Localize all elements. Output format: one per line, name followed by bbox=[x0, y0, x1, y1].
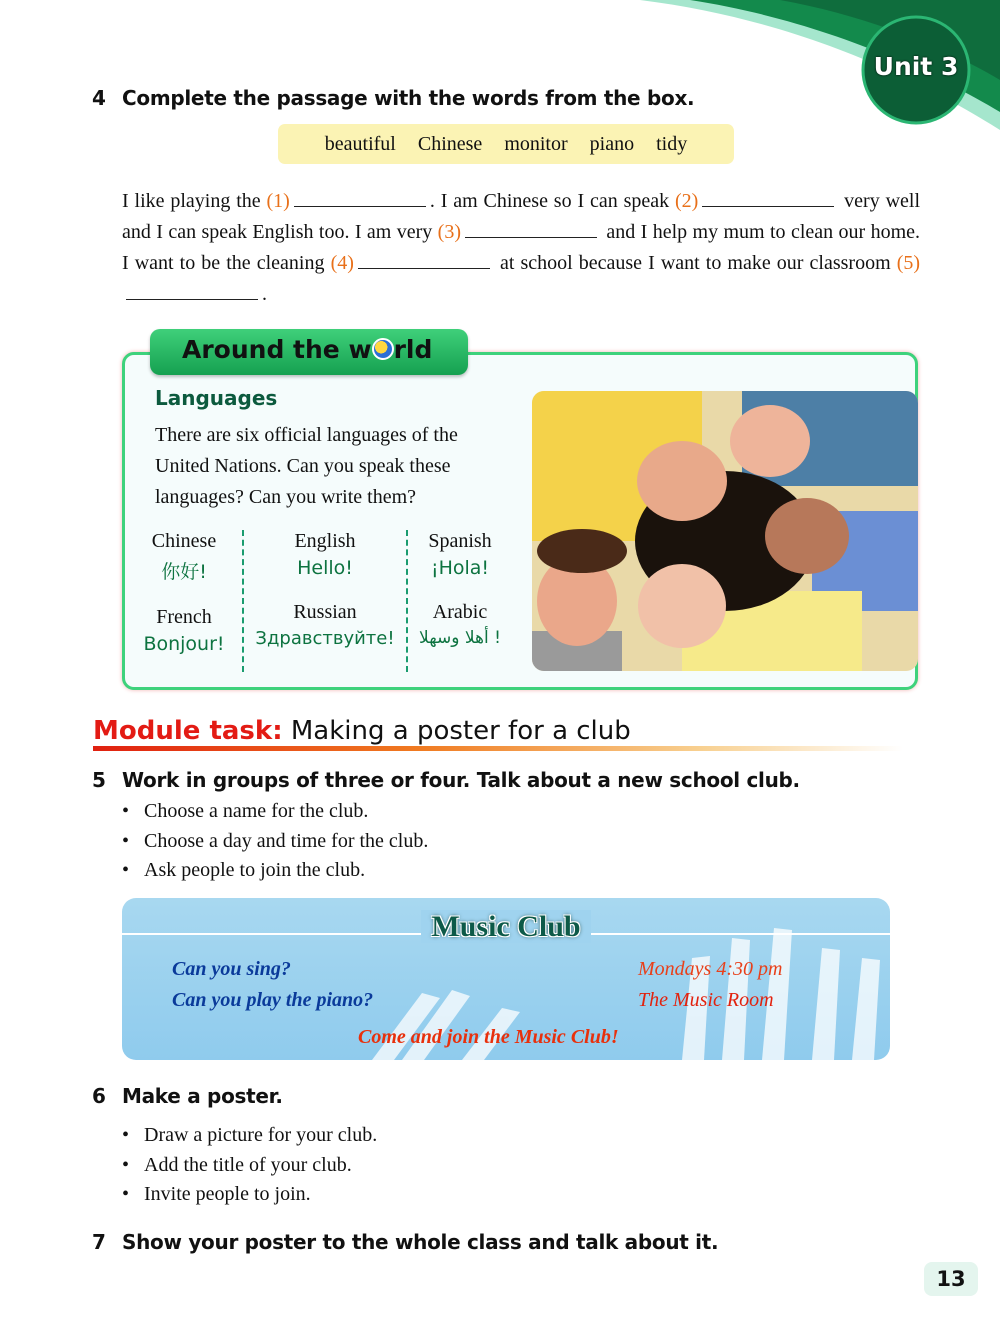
language-greeting: ¡Hola! bbox=[430, 557, 490, 579]
exercise-instruction: Complete the passage with the words from the box. bbox=[122, 86, 695, 110]
language-column bbox=[408, 530, 512, 672]
module-task-heading bbox=[93, 716, 631, 746]
language-column bbox=[244, 530, 406, 672]
language-item bbox=[126, 606, 242, 655]
exercise-7-heading bbox=[92, 1230, 718, 1254]
module-task-title: Making a poster for a club bbox=[290, 716, 631, 746]
poster-invite: Come and join the Music Club! bbox=[358, 1026, 619, 1048]
bullet-item: • Invite people to join. bbox=[122, 1180, 377, 1210]
poster-time: Mondays 4:30 pm bbox=[638, 958, 783, 980]
unit-badge: Unit 3 bbox=[873, 52, 959, 81]
language-name: French bbox=[156, 606, 212, 628]
poster-title bbox=[122, 910, 890, 944]
language-name: Arabic bbox=[432, 601, 488, 623]
language-column bbox=[126, 530, 242, 672]
word-box-item: monitor bbox=[504, 132, 568, 155]
word-box-item: beautiful bbox=[324, 132, 396, 155]
blank-1[interactable] bbox=[294, 189, 426, 207]
title-part: rld bbox=[393, 335, 433, 364]
language-greeting: Hello! bbox=[297, 557, 353, 579]
blank-number: (5) bbox=[896, 252, 921, 274]
passage-text: very well and I can speak English too. I am very bbox=[122, 190, 921, 243]
title-part: Around the w bbox=[182, 335, 372, 364]
blank-number: (2) bbox=[674, 190, 699, 212]
word-box-item: piano bbox=[589, 132, 635, 155]
blank-number: (3) bbox=[437, 221, 461, 243]
module-task-label: Module task: bbox=[93, 716, 283, 746]
exercise-5-bullets bbox=[122, 797, 428, 886]
language-name: English bbox=[294, 530, 356, 552]
page-number: 13 bbox=[924, 1262, 978, 1296]
around-the-world-title bbox=[182, 335, 432, 364]
passage-text: at school because I want to make our classroom bbox=[499, 252, 891, 274]
languages-subtitle: Languages bbox=[155, 386, 278, 410]
language-item bbox=[126, 530, 242, 584]
passage bbox=[122, 186, 920, 310]
word-box bbox=[278, 124, 734, 164]
language-item bbox=[244, 530, 406, 579]
blank-5[interactable] bbox=[126, 282, 258, 300]
exercise-number: 5 bbox=[92, 768, 106, 792]
language-name: Chinese bbox=[151, 530, 217, 552]
exercise-number: 4 bbox=[92, 86, 106, 110]
blank-2[interactable] bbox=[702, 189, 834, 207]
language-item bbox=[244, 601, 406, 649]
bullet-item: • Ask people to join the club. bbox=[122, 856, 428, 886]
exercise-instruction: Make a poster. bbox=[122, 1084, 283, 1108]
exercise-instruction: Work in groups of three or four. Talk about a new school club. bbox=[122, 768, 800, 792]
poster-question-1: Can you sing? bbox=[172, 958, 291, 980]
languages-grid bbox=[126, 530, 512, 672]
exercise-number: 7 bbox=[92, 1230, 106, 1254]
bullet-item: • Add the title of your club. bbox=[122, 1151, 377, 1181]
exercise-6-heading bbox=[92, 1084, 283, 1108]
word-box-item: Chinese bbox=[417, 132, 483, 155]
friends-photo-illustration bbox=[532, 391, 918, 671]
language-name: Russian bbox=[293, 601, 357, 623]
blank-4[interactable] bbox=[358, 251, 490, 269]
passage-text: . I am Chinese so I can speak bbox=[429, 190, 670, 212]
globe-icon bbox=[372, 338, 394, 360]
exercise-5-heading bbox=[92, 768, 800, 792]
blank-number: (4) bbox=[330, 252, 354, 274]
language-item bbox=[408, 601, 512, 648]
language-name: Spanish bbox=[428, 530, 492, 552]
language-greeting: 你好! bbox=[161, 561, 207, 583]
exercise-4-heading bbox=[92, 86, 694, 110]
language-greeting: Bonjour! bbox=[143, 633, 225, 655]
music-club-poster bbox=[122, 898, 890, 1060]
languages-text: There are six official languages of the United Nations. Can you speak these languages? Can you write them? bbox=[155, 424, 458, 508]
bullet-item: • Draw a picture for your club. bbox=[122, 1121, 377, 1151]
poster-place: The Music Room bbox=[638, 989, 774, 1011]
friends-photo bbox=[532, 391, 918, 671]
passage-text: . bbox=[262, 283, 267, 305]
poster-title-text: Music Club bbox=[421, 910, 590, 943]
module-task-underline bbox=[93, 746, 903, 751]
bullet-item: • Choose a name for the club. bbox=[122, 797, 428, 827]
bullet-item: • Choose a day and time for the club. bbox=[122, 827, 428, 857]
language-greeting: Здравствуйте! bbox=[255, 628, 395, 649]
exercise-instruction: Show your poster to the whole class and talk about it. bbox=[122, 1230, 719, 1254]
blank-3[interactable] bbox=[465, 220, 597, 238]
language-item bbox=[408, 530, 512, 579]
language-greeting: أهلا وسهلا ! bbox=[419, 628, 501, 648]
passage-text: I like playing the bbox=[122, 190, 261, 212]
exercise-6-bullets bbox=[122, 1121, 377, 1210]
exercise-number: 6 bbox=[92, 1084, 106, 1108]
poster-question-2: Can you play the piano? bbox=[172, 989, 374, 1011]
word-box-item: tidy bbox=[656, 132, 688, 155]
passage-text: and I help my mum to clean our home. I want to be the cleaning bbox=[122, 221, 921, 274]
blank-number: (1) bbox=[266, 190, 290, 212]
